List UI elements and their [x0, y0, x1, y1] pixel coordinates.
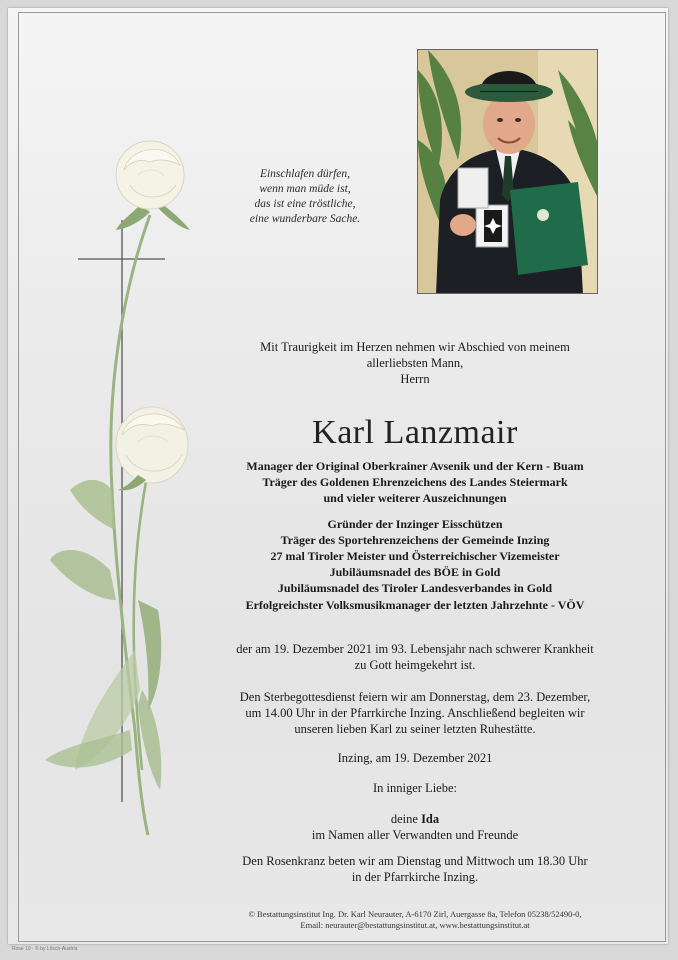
- quote-line: wenn man müde ist,: [259, 183, 351, 195]
- rosary-line: Den Rosenkranz beten wir am Dienstag und Mittwoch um 18.30 Uhr: [242, 854, 588, 868]
- titles-group-1: [200, 458, 630, 506]
- title-line: Erfolgreichster Volksmusikmanager der letzten Jahrzehnte - VÖV: [245, 598, 585, 612]
- rosary-line: in der Pfarrkirche Inzing.: [351, 870, 479, 884]
- death-notice: [200, 641, 630, 673]
- quote-line: das ist eine tröstliche,: [254, 198, 356, 210]
- closing-phrase: In inniger Liebe:: [373, 781, 457, 795]
- footer-line: © Bestattungsinstitut Ing. Dr. Karl Neurauter, A-6170 Zirl, Auergasse 8a, Telefon 05238/52490-0,: [248, 909, 582, 919]
- service-line: unseren lieben Karl zu seiner letzten Ruhestätte.: [294, 722, 536, 736]
- signature-line-2: im Namen aller Verwandten und Freunde: [311, 828, 519, 842]
- intro-text: [200, 339, 630, 387]
- title-line: Manager der Original Oberkrainer Avsenik und der Kern - Buam: [246, 459, 584, 473]
- place-date: Inzing, am 19. Dezember 2021: [337, 751, 493, 765]
- rosary-info: [200, 853, 630, 885]
- death-notice-line: zu Gott heimgekehrt ist.: [354, 658, 476, 672]
- title-line: Träger des Sportehrenzeichens der Gemeinde Inzing: [280, 533, 550, 547]
- funeral-service-info: [200, 689, 630, 737]
- intro-line: allerliebsten Mann,: [366, 356, 464, 370]
- title-line: Jubiläumsnadel des BÖE in Gold: [329, 565, 501, 579]
- signature-prefix: deine: [390, 812, 418, 826]
- signature-line: [200, 811, 630, 827]
- intro-line: Mit Traurigkeit im Herzen nehmen wir Abschied von meinem: [260, 340, 570, 354]
- titles-group-2: [200, 516, 630, 596]
- portrait-photo: [417, 49, 598, 294]
- quote-block: [225, 167, 385, 227]
- quote-line: eine wunderbare Sache.: [249, 213, 361, 225]
- deceased-name: Karl Lanzmair: [312, 414, 518, 451]
- funeral-home-footer: [200, 909, 630, 931]
- rose-cross-illustration: [20, 130, 220, 850]
- title-line: Gründer der Inzinger Eisschützen: [327, 517, 503, 531]
- intro-line: Herrn: [400, 372, 430, 386]
- title-line: und vieler weiterer Auszeichnungen: [323, 491, 507, 505]
- title-line: 27 mal Tiroler Meister und Österreichischer Vizemeister: [270, 549, 560, 563]
- title-line: Jubiläumsnadel des Tiroler Landesverbandes in Gold: [277, 581, 553, 595]
- template-code: Rose 10 · © by Lösch-Austria: [12, 946, 78, 952]
- signature-block: [200, 811, 630, 843]
- service-line: Den Sterbegottesdienst feiern wir am Donnerstag, dem 23. Dezember,: [239, 690, 591, 704]
- death-notice-line: der am 19. Dezember 2021 im 93. Lebensjahr nach schwerer Krankheit: [236, 642, 594, 656]
- title-line: Träger des Goldenen Ehrenzeichens des Landes Steiermark: [262, 475, 568, 489]
- titles-group-3: [200, 597, 630, 613]
- signature-name: Ida: [421, 812, 440, 826]
- footer-line: Email: neurauter@bestattungsinstitut.at, www.bestattungsinstitut.at: [300, 920, 530, 930]
- service-line: um 14.00 Uhr in der Pfarrkirche Inzing. Anschließend begleiten wir: [245, 706, 585, 720]
- quote-line: Einschlafen dürfen,: [259, 168, 351, 180]
